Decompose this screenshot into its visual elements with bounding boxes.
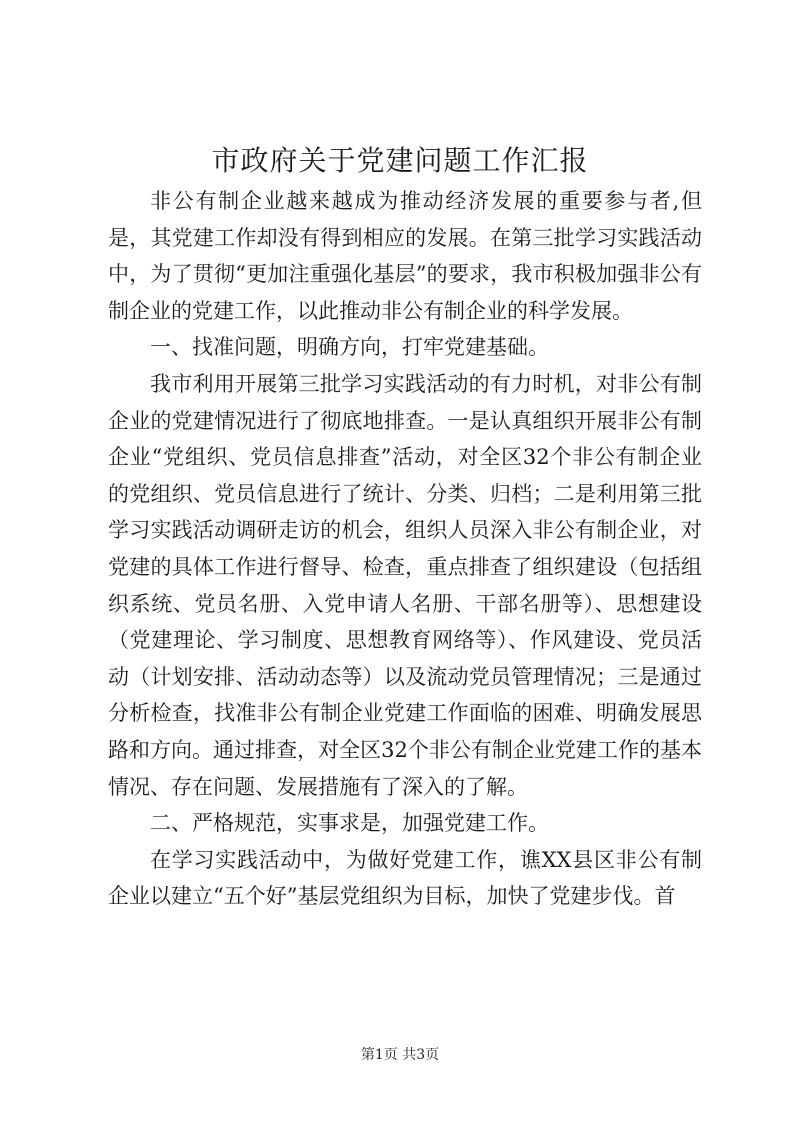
section-heading-1: 一、找准问题，明确方向，打牢党建基础。	[150, 335, 549, 360]
section-heading-2: 二、严格规范，实事求是，加强党建工作。	[150, 811, 549, 836]
paragraph-section-1: 我市利用开展第三批学习实践活动的有力时机，对非公有制企业的党建情况进行了彻底地排查。一是认真组织开展非公有制企业“党组织、党员信息排查”活动，对全区32个非公有制企业的党组织、党员信息进行了统计、分类、归档；二是利用第三批学习实践活动调研走访的机会，组织人员深入非公有制企业，对党建的具体工作进行督导、检查，重点排查了组织建设（包括组织系统、党员名册、入党申请人名册、干部名册等）、思想建设（党建理论、学习制度、思想教育网络等）、作风建设、党员活动（计划安排、活动动态等）以及流动党员管理情况；三是通过分析检查，找准非公有制企业党建工作面临的困难、明确发展思路和方向。通过排查，对全区32个非公有制企业党建工作的基本情况、存在问题、发展措施有了深入的了解。	[108, 371, 702, 799]
page-footer: 第1页 共3页	[360, 1047, 440, 1063]
paragraph-intro: 非公有制企业越来越成为推动经济发展的重要参与者,但是，其党建工作却没有得到相应的发展。在第三批学习实践活动中，为了贯彻“更加注重强化基层”的要求，我市积极加强非公有制企业的党建工作，以此推动非公有制企业的科学发展。	[108, 189, 702, 323]
document-title: 市政府关于党建问题工作汇报	[211, 144, 589, 177]
paragraph-section-2: 在学习实践活动中，为做好党建工作，谯XX县区非公有制企业以建立“五个好”基层党组织为目标，加快了党建步伐。首	[108, 847, 702, 909]
document-body	[108, 183, 702, 915]
